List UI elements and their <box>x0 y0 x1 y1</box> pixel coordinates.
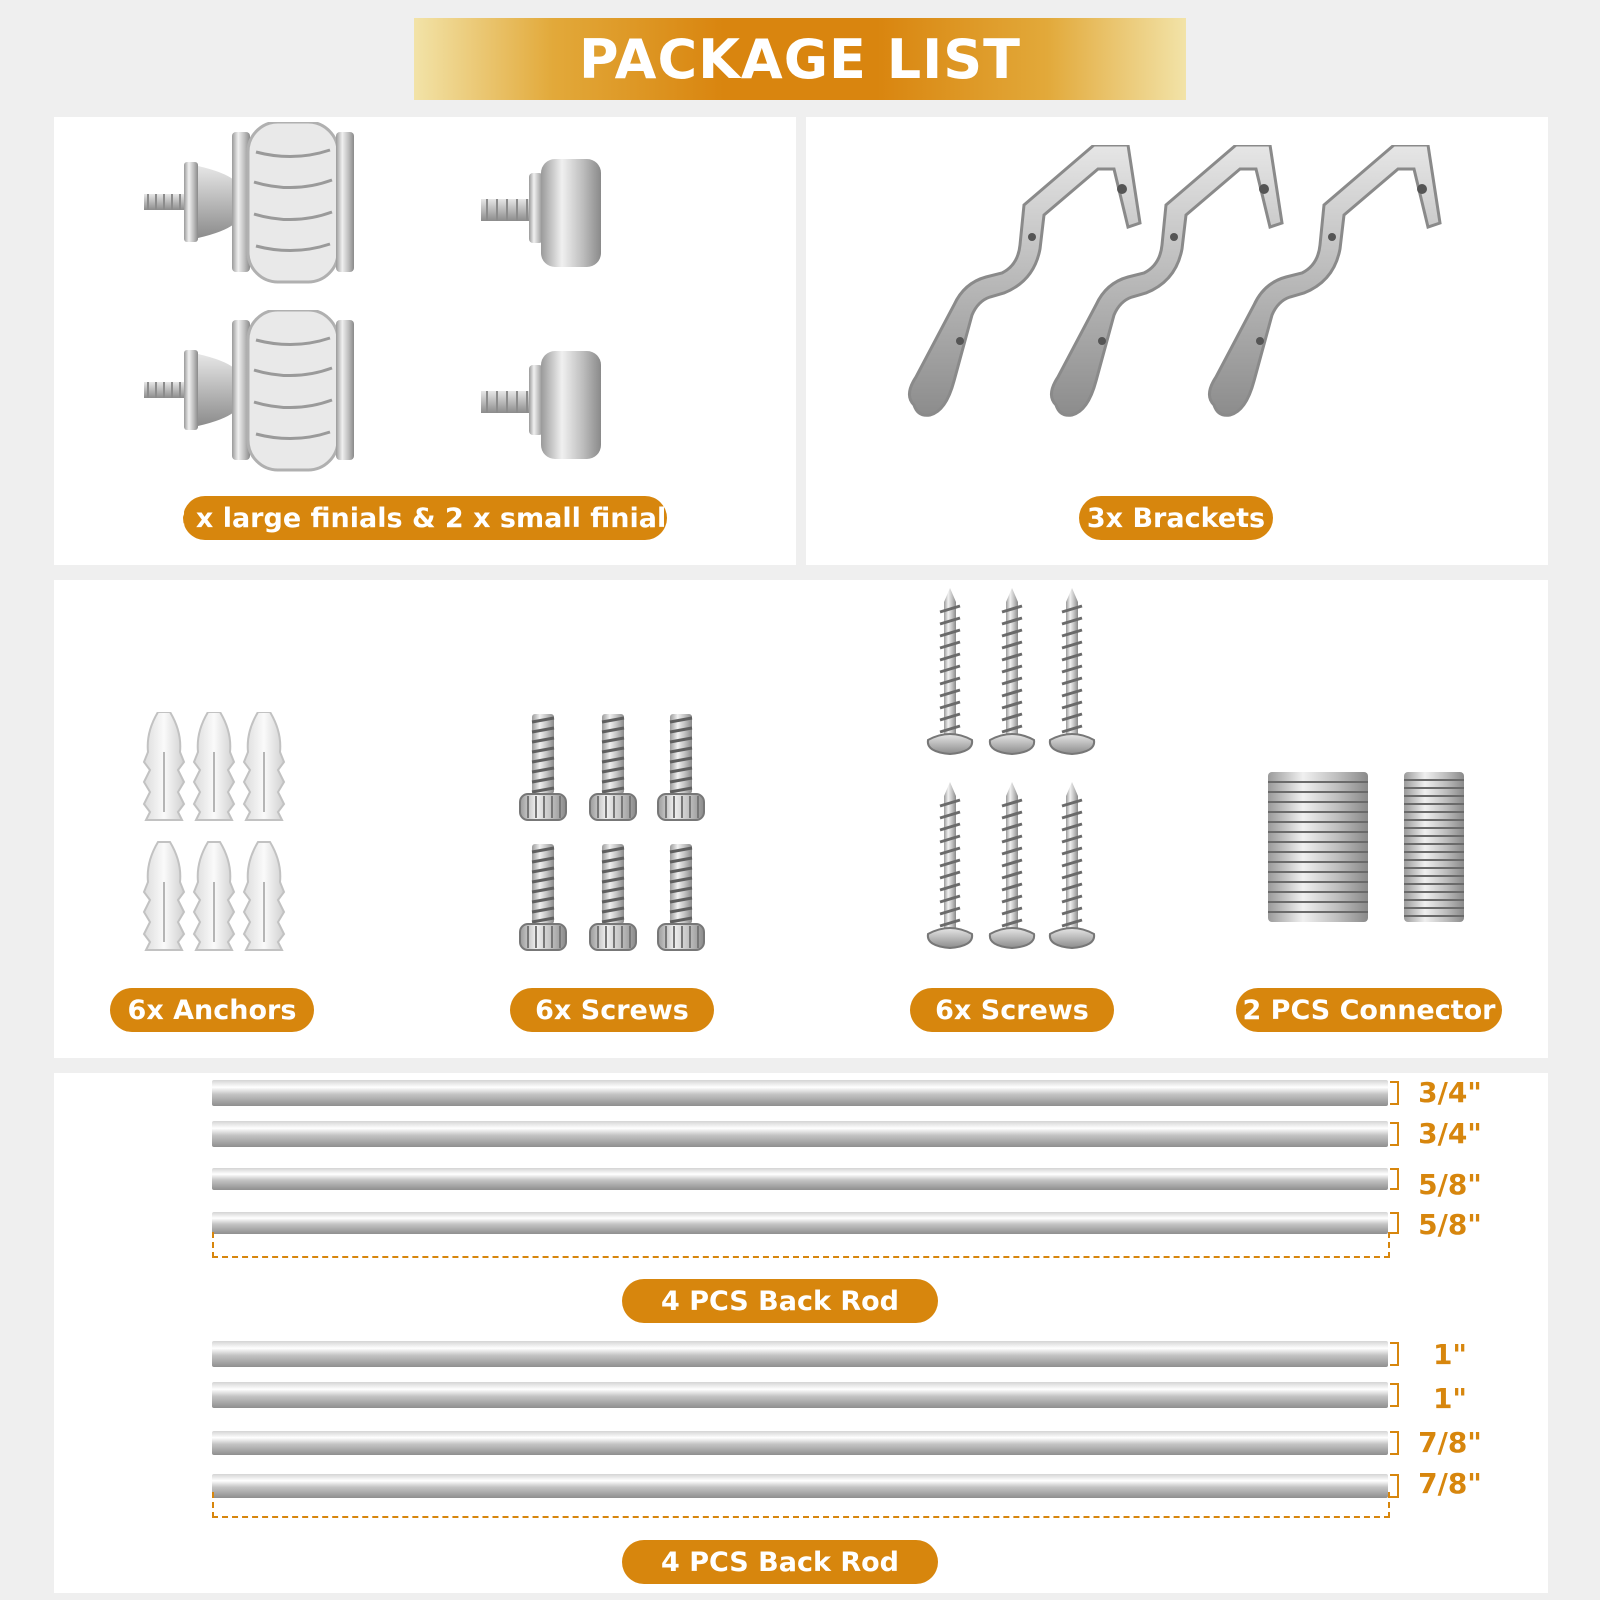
bracket-image <box>1194 145 1454 425</box>
brackets-label: 3x Brackets <box>1079 496 1273 540</box>
hardware-panel <box>54 580 1548 1058</box>
size-bracket <box>1390 1122 1399 1146</box>
short-screws-label: 6x Screws <box>510 988 714 1032</box>
rod <box>212 1382 1388 1408</box>
size-bracket <box>1390 1474 1399 1498</box>
size-bracket <box>1390 1212 1399 1234</box>
rod-set-1-label: 4 PCS Back Rod <box>622 1279 938 1323</box>
small-finial-image <box>481 351 606 466</box>
rod <box>212 1168 1388 1190</box>
anchors-image <box>142 712 292 957</box>
rod-set-2-label: 4 PCS Back Rod <box>622 1540 938 1584</box>
rod-size-label: 3/4" <box>1418 1117 1482 1150</box>
rod-size-label: 7/8" <box>1418 1426 1482 1459</box>
rod-size-label: 5/8" <box>1418 1168 1482 1201</box>
connector-label: 2 PCS Connector <box>1236 988 1502 1032</box>
machine-screws-image <box>516 714 716 959</box>
wood-screws-image <box>924 588 1104 958</box>
rod <box>212 1341 1388 1367</box>
finials-label: 2 x large finials & 2 x small finials <box>183 496 667 540</box>
connectors-image <box>1266 768 1526 928</box>
size-bracket <box>1390 1342 1399 1366</box>
size-bracket <box>1390 1168 1399 1190</box>
finials-panel <box>54 117 796 565</box>
rod-size-label: 3/4" <box>1418 1076 1482 1109</box>
large-finial-image <box>144 122 364 292</box>
anchors-label: 6x Anchors <box>110 988 314 1032</box>
rod-size-label: 7/8" <box>1418 1467 1482 1500</box>
rod-set-guide <box>212 1492 1390 1518</box>
brackets-panel <box>806 117 1548 565</box>
rod <box>212 1121 1388 1147</box>
rod-size-label: 5/8" <box>1418 1208 1482 1241</box>
long-screws-label: 6x Screws <box>910 988 1114 1032</box>
rod-set-guide <box>212 1232 1390 1258</box>
rod <box>212 1212 1388 1234</box>
rod-size-label: 1" <box>1432 1338 1468 1371</box>
page-title: PACKAGE LIST <box>579 27 1021 91</box>
rod-size-label: 1" <box>1432 1382 1468 1415</box>
title-banner <box>414 18 1186 100</box>
large-finial-image <box>144 310 364 480</box>
small-finial-image <box>481 159 606 274</box>
size-bracket <box>1390 1081 1399 1105</box>
rod <box>212 1080 1388 1106</box>
rod <box>212 1431 1388 1455</box>
size-bracket <box>1390 1431 1399 1455</box>
size-bracket <box>1390 1383 1399 1407</box>
